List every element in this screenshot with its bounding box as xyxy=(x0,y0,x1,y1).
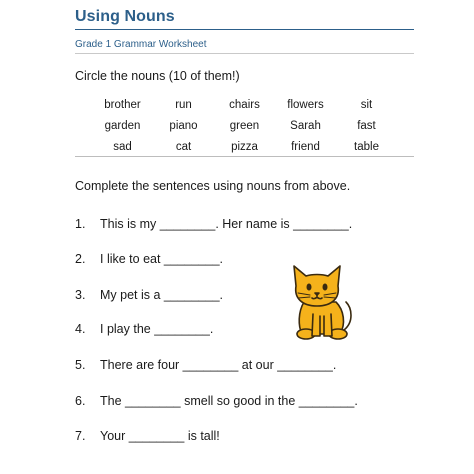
word-row xyxy=(92,94,397,115)
sentence-text: This is my ________. Her name is ________. xyxy=(100,217,353,231)
sentence-number: 5. xyxy=(75,358,86,372)
part2-instruction: Complete the sentences using nouns from above. xyxy=(75,179,351,193)
sentence-line xyxy=(75,394,358,408)
page-subtitle: Grade 1 Grammar Worksheet xyxy=(75,39,207,50)
sentence-number: 1. xyxy=(75,217,86,231)
sentence-text: There are four ________ at our ________. xyxy=(100,358,337,372)
page-title: Using Nouns xyxy=(75,8,175,25)
sentence-line xyxy=(75,358,336,372)
sentence-number: 4. xyxy=(75,322,86,336)
sentence-number: 6. xyxy=(75,394,86,408)
word-item: brother xyxy=(104,98,141,111)
sentence-line xyxy=(75,322,213,336)
word-item: run xyxy=(175,98,192,111)
word-item: cat xyxy=(175,140,192,153)
word-grid xyxy=(92,94,397,157)
word-item: sit xyxy=(360,98,373,111)
subtitle-divider xyxy=(75,53,414,54)
sentence-number: 2. xyxy=(75,252,86,266)
sentence-line xyxy=(75,288,223,302)
word-row xyxy=(92,136,397,157)
sentence-text: I play the ________. xyxy=(100,322,214,336)
sentence-number: 3. xyxy=(75,288,86,302)
word-item: green xyxy=(229,119,260,132)
part1-instruction: Circle the nouns (10 of them!) xyxy=(75,69,240,83)
word-item: pizza xyxy=(231,140,258,153)
word-grid-divider xyxy=(75,156,414,157)
word-item: fast xyxy=(357,119,376,132)
word-item: sad xyxy=(113,140,132,153)
word-item: flowers xyxy=(287,98,324,111)
title-divider xyxy=(75,29,414,30)
sentence-line xyxy=(75,252,223,266)
cat-icon xyxy=(288,262,356,342)
word-item: chairs xyxy=(229,98,260,111)
word-item: garden xyxy=(104,119,141,132)
word-item: Sarah xyxy=(290,119,321,132)
word-item: friend xyxy=(291,140,320,153)
word-item: piano xyxy=(169,119,198,132)
sentence-text: My pet is a ________. xyxy=(100,288,223,302)
sentence-text: The ________ smell so good in the ________. xyxy=(100,394,358,408)
sentence-text: I like to eat ________. xyxy=(100,252,224,266)
sentence-number: 7. xyxy=(75,429,86,443)
sentence-line xyxy=(75,429,220,443)
sentence-text: Your ________ is tall! xyxy=(100,429,220,443)
word-row xyxy=(92,115,397,136)
word-item: table xyxy=(354,140,379,153)
sentence-line xyxy=(75,217,352,231)
